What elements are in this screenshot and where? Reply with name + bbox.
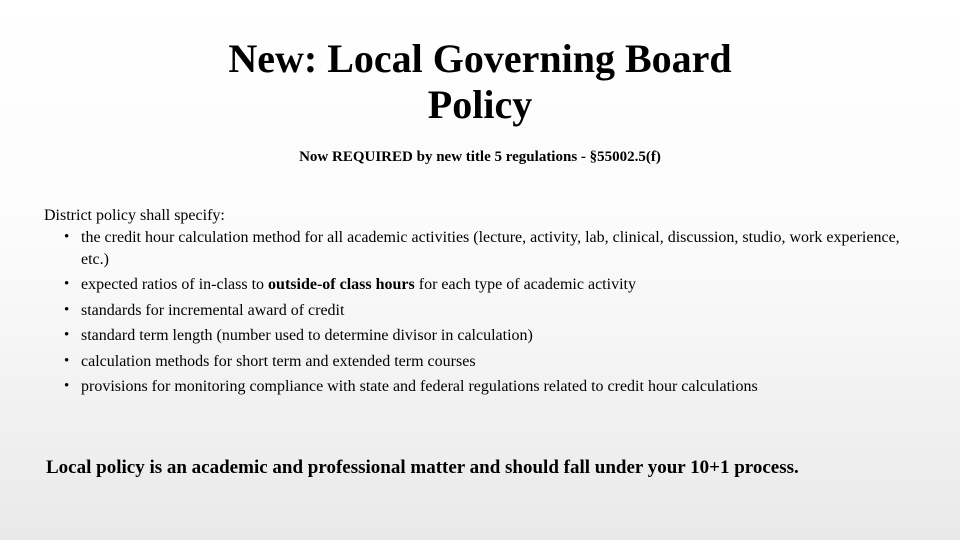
bullet-text: standard term length (number used to determine divisor in calculation) <box>81 327 533 344</box>
bullet-text-after: for each type of academic activity <box>414 276 636 293</box>
bullet-text: the credit hour calculation method for all academic activities (lecture, activity, lab, clinical, discussion, studio, work experience, etc.) <box>81 229 900 268</box>
bullet-item <box>44 325 924 347</box>
slide-title <box>180 36 780 128</box>
bullet-item <box>44 274 924 296</box>
bullet-item <box>44 351 924 373</box>
bullet-item <box>44 376 924 398</box>
bullet-text: provisions for monitoring compliance with state and federal regulations related to credit hour calculations <box>81 378 758 395</box>
bullet-text-emphasis: outside-of class hours <box>268 276 415 293</box>
bullet-icon: • <box>64 301 70 318</box>
intro-text: District policy shall specify: <box>44 207 225 224</box>
slide-title-line-2: Policy <box>427 82 533 127</box>
bullet-icon: • <box>64 378 70 394</box>
slide-body <box>44 205 924 402</box>
bullet-icon: • <box>64 229 70 245</box>
bullet-item <box>44 300 924 322</box>
slide-subtitle: Now REQUIRED by new title 5 regulations - §55002.5(f) <box>299 149 661 165</box>
slide-title-line-1: New: Local Governing Board <box>228 36 732 81</box>
bullet-item <box>44 227 924 270</box>
bullet-text: calculation methods for short term and extended term courses <box>81 352 476 370</box>
closing-statement: Local policy is an academic and professional matter and should fall under your 10+1 process. <box>46 457 799 478</box>
bullet-icon: • <box>64 352 70 369</box>
bullet-list <box>44 227 924 398</box>
bullet-icon: • <box>64 327 70 343</box>
bullet-icon: • <box>64 276 70 292</box>
bullet-text: standards for incremental award of credit <box>81 301 345 319</box>
bullet-text-before: expected ratios of in-class to <box>81 276 269 293</box>
